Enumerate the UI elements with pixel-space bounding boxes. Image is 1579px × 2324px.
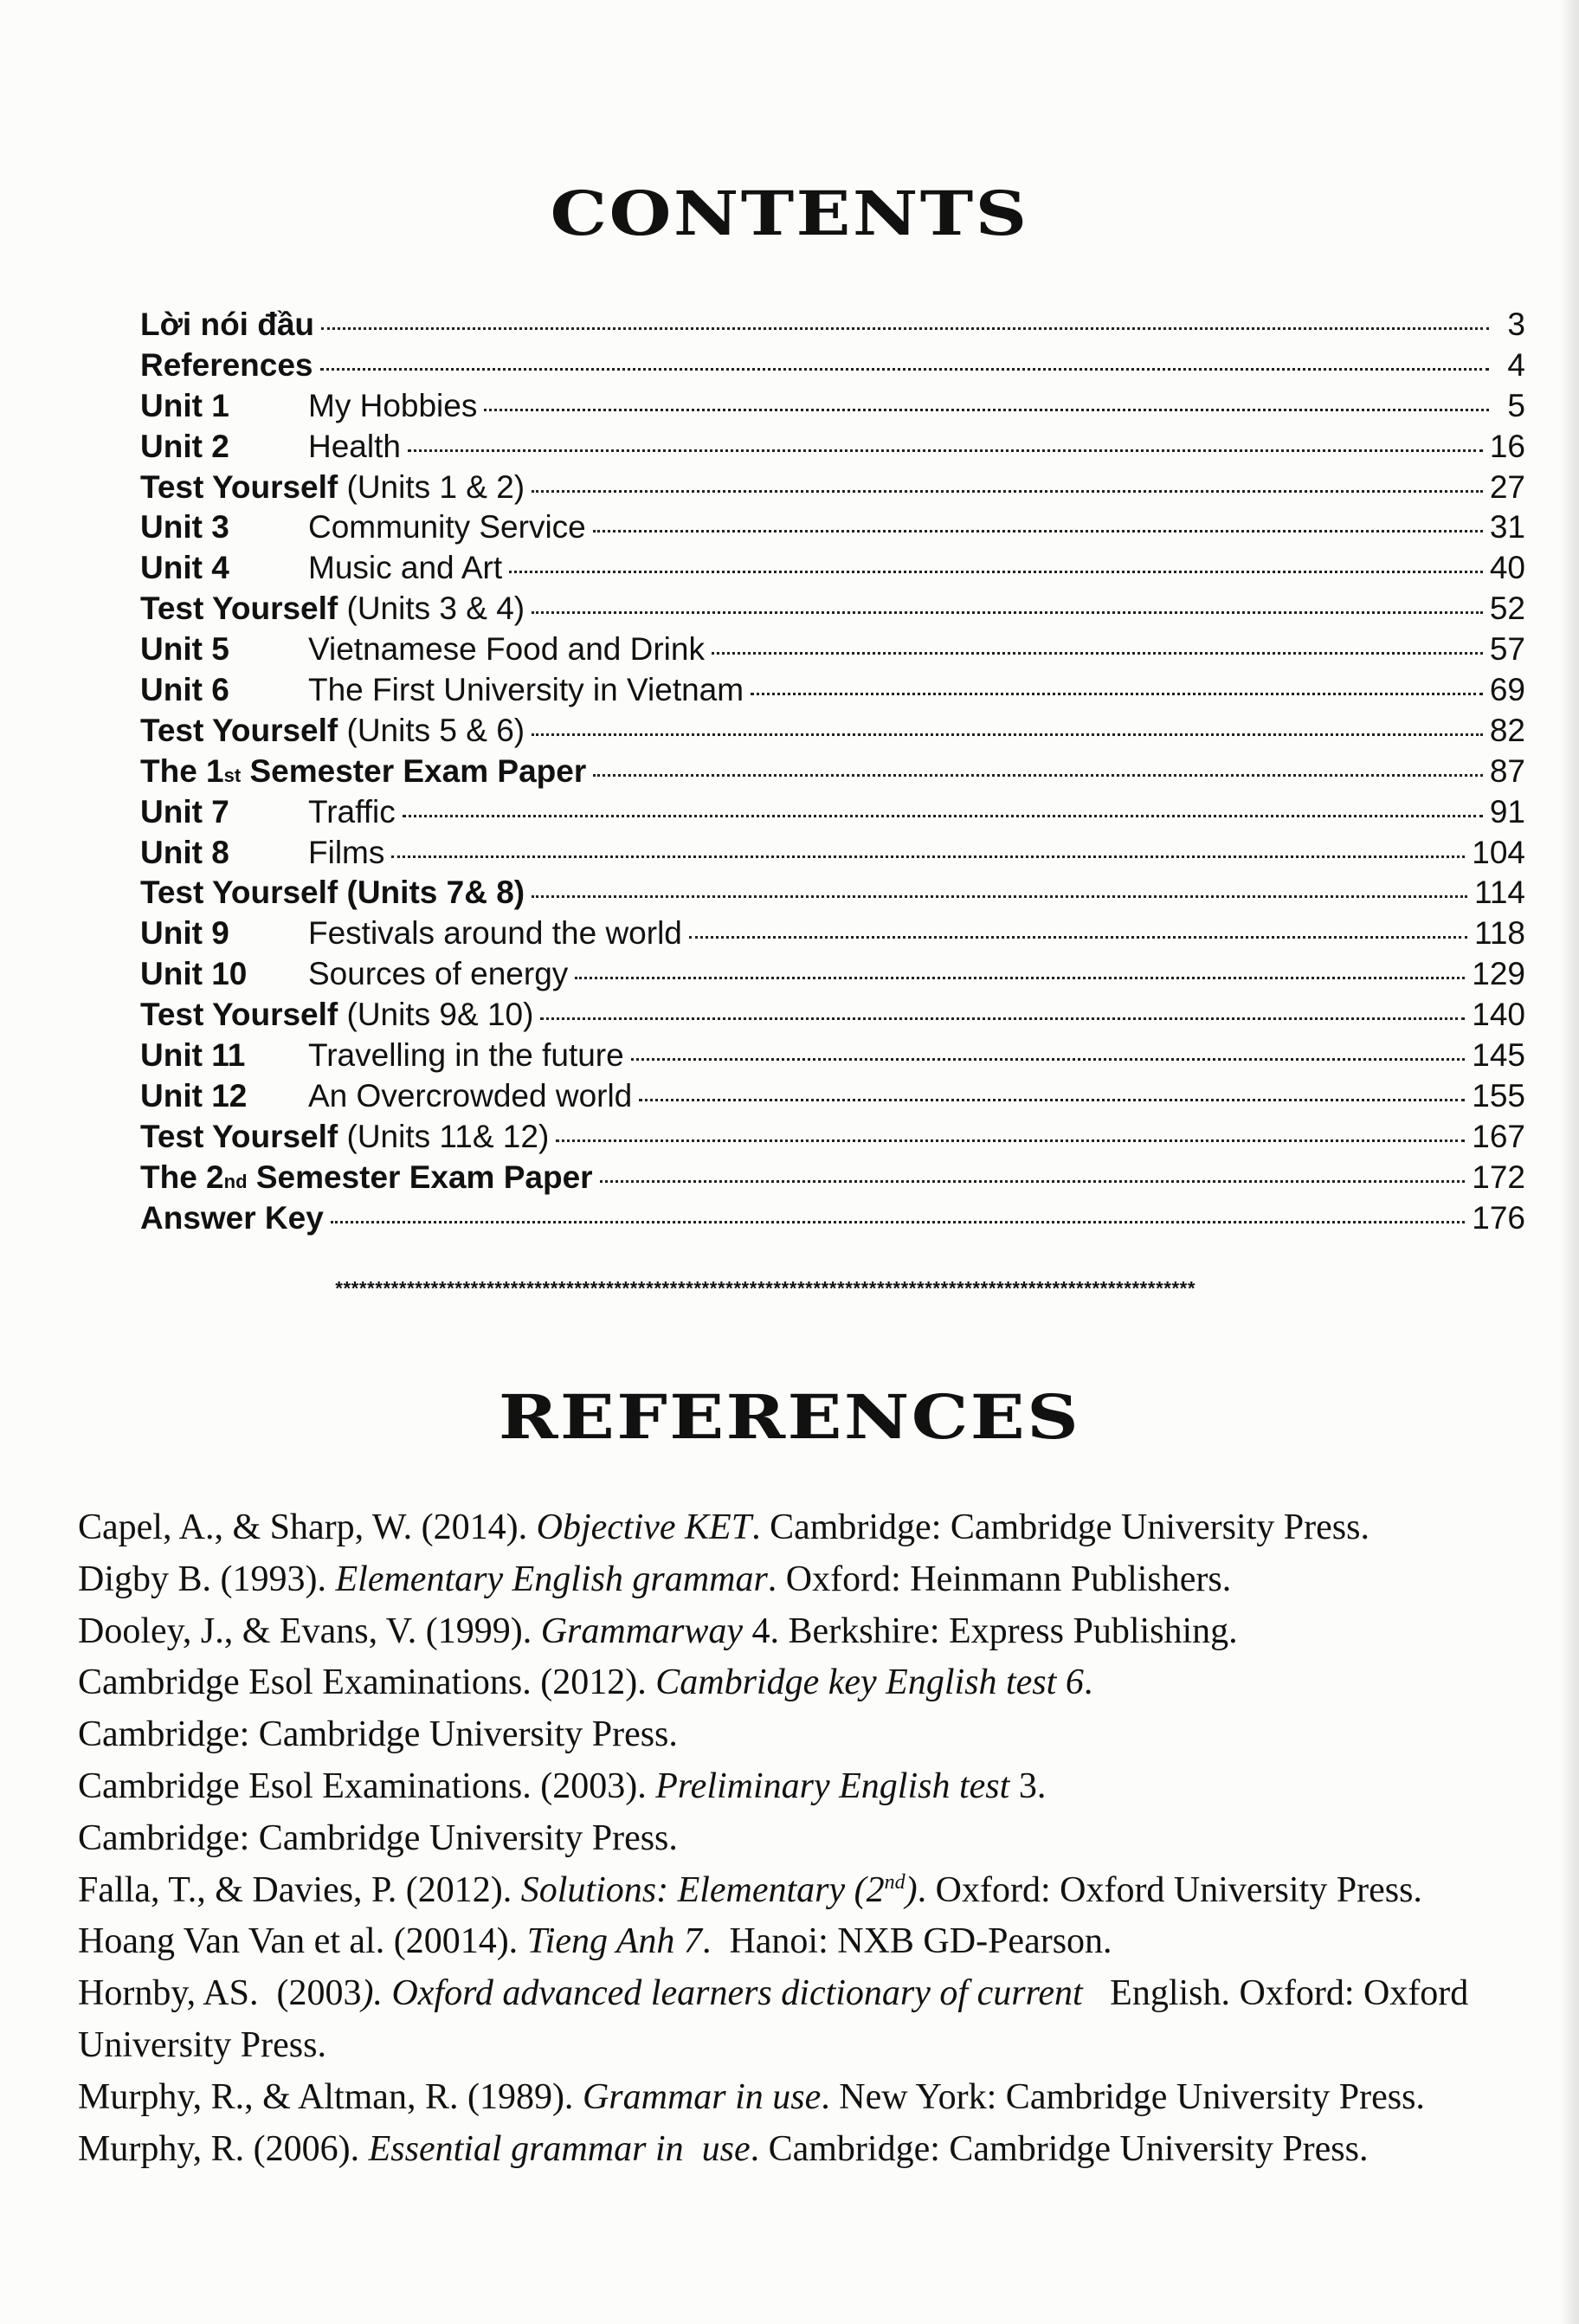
- toc-entry: [140, 792, 1525, 833]
- reference-line: [78, 1606, 1532, 1658]
- toc-entry: [140, 954, 1525, 995]
- toc-page-number: 145: [1472, 1037, 1525, 1074]
- toc-entry-title: (Units 11& 12): [346, 1118, 550, 1154]
- reference-post: . Cambridge: Cambridge University Press.: [751, 1507, 1370, 1547]
- reference-pre: Cambridge Esol Examinations. (2003).: [78, 1766, 656, 1806]
- toc-dot-leader: [391, 855, 1465, 858]
- toc-entry-title: (Units 7& 8): [346, 875, 525, 911]
- reference-line: [78, 1968, 1532, 2020]
- toc-page-number: 155: [1472, 1077, 1525, 1114]
- toc-page-number: 118: [1474, 915, 1525, 952]
- toc-entry-title: Vietnamese Food and Drink: [308, 631, 705, 668]
- toc-page-number: 52: [1489, 591, 1525, 627]
- reference-line: [78, 1916, 1532, 1968]
- toc-dot-leader: [593, 530, 1483, 533]
- toc-entry: [140, 1198, 1525, 1239]
- reference-pre: Cambridge: Cambridge University Press.: [78, 1714, 678, 1755]
- toc-entry-label: Unit 1: [140, 387, 229, 423]
- reference-post: 4. Berkshire: Express Publishing.: [743, 1611, 1238, 1651]
- toc-dot-leader: [408, 449, 1483, 452]
- toc-entry-title: An Overcrowded world: [308, 1077, 633, 1114]
- reference-pre: Falla, T., & Davies, P. (2012).: [78, 1869, 521, 1910]
- reference-line: [78, 1554, 1532, 1606]
- reference-line: [78, 1502, 1532, 1554]
- reference-line: [78, 1709, 1532, 1761]
- toc-page-number: 167: [1472, 1118, 1525, 1154]
- toc-page-number: 5: [1507, 387, 1525, 423]
- toc-entry-title: Health: [308, 428, 401, 464]
- toc-entry-label: Test Yourself: [140, 997, 338, 1033]
- toc-entry-title: Films: [308, 834, 385, 870]
- toc-entry-title: (Units 1 & 2): [346, 468, 525, 505]
- reference-pre: Hoang Van Van et al. (20014).: [78, 1921, 527, 1962]
- toc-entry: [140, 1036, 1525, 1076]
- toc-page-number: 3: [1507, 307, 1525, 342]
- reference-line: [78, 1761, 1532, 1813]
- toc-entry-title: (Units 5 & 6): [346, 712, 525, 748]
- toc-dot-leader: [403, 815, 1483, 817]
- reference-pre: Hornby, AS. (2003: [78, 1973, 362, 2014]
- toc-page-number: 82: [1489, 712, 1525, 748]
- reference-post: .: [1083, 1662, 1093, 1703]
- toc-entry-label: The 2: [140, 1159, 224, 1195]
- toc-entry-title: Travelling in the future: [308, 1037, 624, 1074]
- reference-post: . Oxford: Heinmann Publishers.: [767, 1559, 1232, 1599]
- toc-entry-label: Lời nói đầu: [140, 307, 315, 342]
- toc-entry-label: Test Yourself: [140, 875, 338, 911]
- toc-entry-label: Answer Key: [140, 1199, 324, 1236]
- toc-entry-title: Sources of energy: [308, 956, 569, 992]
- reference-pre: Murphy, R., & Altman, R. (1989).: [78, 2076, 583, 2117]
- toc-dot-leader: [556, 1139, 1465, 1142]
- reference-it: Tieng Anh 7: [526, 1921, 702, 1962]
- toc-dot-leader: [532, 611, 1483, 614]
- toc-entry: [140, 873, 1525, 913]
- toc-page-number: 91: [1489, 793, 1525, 830]
- toc-dot-leader: [509, 571, 1483, 573]
- reference-pre: Murphy, R. (2006).: [78, 2128, 369, 2169]
- reference-pre: Cambridge: Cambridge University Press.: [78, 1817, 678, 1858]
- toc-entry: [140, 345, 1525, 386]
- reference-it: Grammarway: [540, 1611, 744, 1651]
- toc-dot-leader: [321, 327, 1489, 330]
- toc-dot-leader: [593, 774, 1483, 777]
- toc-entry: [140, 305, 1525, 345]
- reference-it: ). Oxford advanced learners dictionary of current: [361, 1973, 1083, 2014]
- reference-it: Objective KET: [536, 1507, 752, 1547]
- toc-entry-label: Unit 2: [140, 428, 229, 464]
- reference-it: Elementary English grammar: [335, 1559, 768, 1599]
- toc-page-number: 114: [1474, 875, 1525, 911]
- toc-entry-label: Unit 10: [140, 956, 248, 992]
- reference-pre: Capel, A., & Sharp, W. (2014).: [78, 1507, 537, 1547]
- toc-entry: [140, 468, 1525, 508]
- toc-entry-title: Traffic: [308, 793, 396, 830]
- toc-entry-label: Unit 6: [140, 672, 229, 708]
- toc-dot-leader: [689, 936, 1467, 939]
- toc-entry: [140, 427, 1525, 468]
- toc-entry-label: Unit 9: [140, 915, 229, 952]
- toc-entry-title: Music and Art: [308, 550, 503, 586]
- reference-post: English. Oxford: Oxford: [1082, 1973, 1469, 2014]
- toc-dot-leader: [540, 1017, 1465, 1020]
- toc-entry: The 1 st Semester Exam Paper 87: [140, 752, 1525, 792]
- reference-line: [78, 1813, 1532, 1865]
- toc-entry-label: Unit 4: [140, 550, 229, 586]
- toc-entry-label: Unit 7: [140, 793, 229, 830]
- toc-entry-title: Community Service: [308, 509, 586, 545]
- reference-post: . Oxford: Oxford University Press.: [917, 1869, 1422, 1910]
- toc-entry-title: (Units 3 & 4): [346, 591, 525, 627]
- reference-post: . Hanoi: NXB GD-Pearson.: [701, 1921, 1112, 1962]
- page-edge-shadow: [1560, 0, 1579, 2324]
- toc-entry-title: Festivals around the world: [308, 915, 682, 952]
- toc-entry-label: Unit 5: [140, 631, 229, 668]
- toc-page-number: 4: [1507, 346, 1525, 383]
- contents-heading: CONTENTS: [550, 178, 1029, 249]
- toc-entry-label: Test Yourself: [140, 591, 338, 627]
- asterisk-divider: ************************************************************************************************************: [333, 1280, 1194, 1301]
- toc-dot-leader: [751, 693, 1483, 695]
- toc-page-number: 27: [1489, 468, 1525, 505]
- reference-pre: Dooley, J., & Evans, V. (1999).: [78, 1611, 541, 1651]
- toc-dot-leader: [575, 977, 1465, 979]
- toc-dot-leader: [484, 409, 1489, 411]
- toc-entry-title: The First University in Vietnam: [308, 672, 744, 708]
- toc-dot-leader: [631, 1058, 1466, 1061]
- reference-sup: nd: [884, 1870, 906, 1894]
- toc-entry: [140, 589, 1525, 629]
- toc-entry: [140, 711, 1525, 752]
- toc-entry-label: Unit 3: [140, 509, 229, 545]
- reference-it: Cambridge key English test 6: [655, 1662, 1084, 1703]
- toc-dot-leader: [712, 652, 1483, 655]
- toc-dot-leader: [320, 368, 1489, 371]
- toc-entry: [140, 386, 1525, 427]
- toc-page-number: 172: [1472, 1159, 1525, 1195]
- toc-page-number: 69: [1489, 672, 1525, 708]
- reference-post: . New York: Cambridge University Press.: [821, 2076, 1425, 2117]
- toc-page-number: 31: [1489, 509, 1525, 545]
- reference-it: Preliminary English test: [655, 1766, 1010, 1806]
- references-heading: REFERENCES: [498, 1381, 1081, 1453]
- reference-line: [78, 2020, 1532, 2072]
- toc-page-number: 176: [1472, 1199, 1525, 1236]
- toc-entry-title: My Hobbies: [308, 387, 478, 423]
- toc-entry-label: Test Yourself: [140, 712, 338, 748]
- toc-dot-leader: [532, 733, 1483, 736]
- reference-pre: Digby B. (1993).: [78, 1559, 336, 1599]
- reference-pre: Cambridge Esol Examinations. (2012).: [78, 1662, 656, 1703]
- toc-entry: [140, 913, 1525, 954]
- toc-entry-label: Test Yourself: [140, 468, 338, 505]
- toc-entry: [140, 629, 1525, 670]
- toc-entry-label: Unit 12: [140, 1077, 248, 1114]
- toc-entry-label: Unit 11: [140, 1037, 246, 1074]
- toc-entry: [140, 548, 1525, 589]
- reference-it2: ): [905, 1869, 918, 1910]
- toc-entry: [140, 507, 1525, 548]
- toc-entry-title: Semester Exam Paper: [255, 1159, 593, 1195]
- toc-entry: [140, 1117, 1525, 1158]
- toc-page-number: 40: [1489, 550, 1525, 586]
- toc-page-number: 129: [1472, 956, 1525, 992]
- toc-entry-label: References: [140, 346, 313, 383]
- toc-entry-label: Unit 8: [140, 834, 229, 870]
- toc-dot-leader: [639, 1099, 1465, 1101]
- toc-entry: [140, 995, 1525, 1036]
- reference-line: [78, 1657, 1532, 1709]
- reference-line: [78, 2072, 1532, 2124]
- toc-entry: The 2 nd Semester Exam Paper 172: [140, 1158, 1525, 1198]
- reference-it: Essential grammar in use: [368, 2128, 751, 2169]
- toc-page-number: 104: [1472, 834, 1525, 870]
- reference-post: . Cambridge: Cambridge University Press.: [750, 2128, 1369, 2169]
- toc-entry-label: The 1: [140, 752, 224, 789]
- toc-entry-label: Test Yourself: [140, 1118, 338, 1154]
- toc-entry: [140, 670, 1525, 711]
- reference-pre: University Press.: [78, 2024, 326, 2065]
- reference-line: [78, 2124, 1532, 2176]
- reference-it: Solutions: Elementary (2: [520, 1869, 885, 1910]
- references-list: [78, 1502, 1532, 2175]
- toc-page-number: 140: [1472, 997, 1525, 1033]
- toc-entry: [140, 833, 1525, 874]
- toc-page-number: 57: [1489, 631, 1525, 668]
- toc-entry-title: Semester Exam Paper: [249, 752, 587, 789]
- toc-page-number: 16: [1489, 428, 1525, 464]
- table-of-contents: [140, 305, 1525, 1238]
- toc-page-number: 87: [1489, 752, 1525, 789]
- toc-entry: [140, 1076, 1525, 1117]
- reference-post: 3.: [1009, 1766, 1047, 1806]
- toc-entry-title: (Units 9& 10): [346, 997, 534, 1033]
- toc-dot-leader: [600, 1180, 1466, 1183]
- reference-it: Grammar in use: [582, 2076, 822, 2117]
- toc-dot-leader: [331, 1221, 1465, 1223]
- toc-dot-leader: [532, 895, 1467, 898]
- toc-dot-leader: [532, 490, 1483, 493]
- reference-line: [78, 1865, 1532, 1917]
